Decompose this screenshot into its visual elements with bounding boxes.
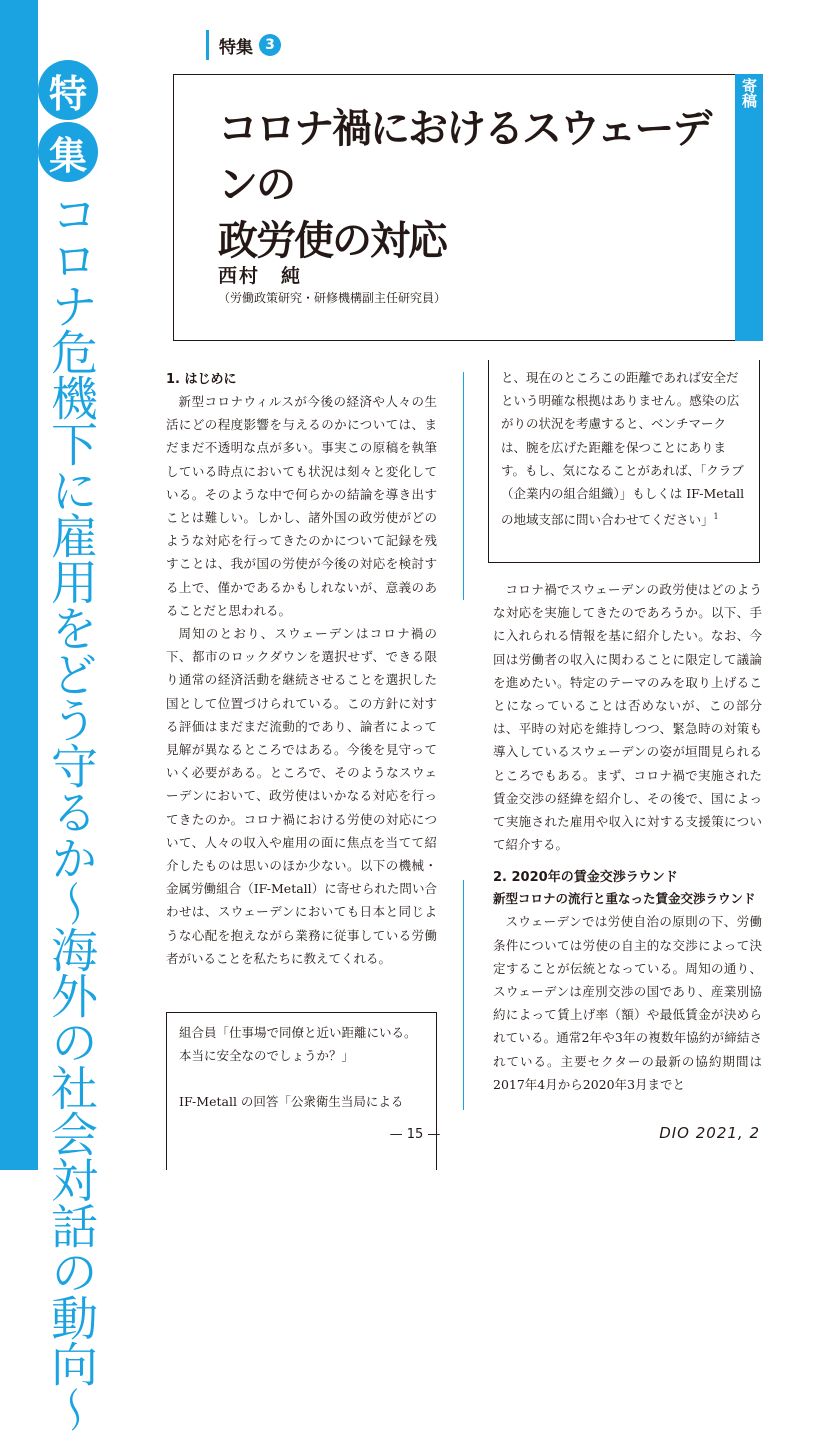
column-divider-top [463, 372, 464, 600]
issue-label: DIO 2021, 2 [659, 1124, 760, 1142]
page-number: — 15 — [389, 1127, 441, 1142]
body-paragraph-wage-bargaining: スウェーデンでは労使自治の原則の下、労働条件については労使の自主的な交渉によって決定することが伝統となっている。周知の通り、スウェーデンは産別交渉の国であり、産業別協約によって賃上げ率（額）や最低賃金が決められている。通常2年や3年の複数年協約が締結されている。主要セクターの最新の協約期間は2017年4月から2020年3月までと [493, 914, 762, 1092]
title-box [173, 74, 763, 341]
tokushu-char-1: 特 [48, 71, 87, 116]
contribution-label: 寄稿 [740, 78, 758, 108]
section-gap [493, 856, 762, 868]
intro-paragraph-2: 周知のとおり、スウェーデンはコロナ禍の下、都市のロックダウンを選択せず、できる限り通常の経済活動を継続させることを選択した国として位置づけられている。この方針に対する評価はまだまだ流動的であり、論者によって見解が異なるところではある。今後を見守っていく必要がある。ところで、そのようなスウェーデンにおいて、政労使はいかなる対応を行ってきたのか。コロナ禍における労使の対応について、人々の収入や雇用の面に焦点を当てて紹介したものは思いのほか少ない。以下の機械・金属労働組合（IF-Metall）に寄せられた問い合わせは、スウェーデンにおいても日本と同じような心配を抱えながら業務に従事している労働者がいることを私たちに教えてくれる。 [166, 626, 437, 966]
article-title [218, 101, 738, 269]
footnote-marker: 1 [713, 512, 719, 522]
article-title-line-1: コロナ禍におけるスウェーデンの [218, 105, 711, 208]
section-heading-1: 1. はじめに [166, 372, 237, 387]
quote-spacer [179, 1067, 424, 1090]
column-divider-bottom [463, 880, 464, 1110]
tokushu-char-2: 集 [48, 133, 87, 178]
series-title-vertical: コロナ危機下に雇用をどう守るか〜海外の社会対話の動向〜 [43, 190, 98, 1432]
intro-paragraph-1: 新型コロナウィルスが今後の経済や人々の生活にどの程度影響を与えるのかについては、まだまだ不透明な点が多い。事実この原稿を執筆している時点においても状況は刻々と変化している。そのような中で何らかの結論を導き出すことは難しい。しかし、諸外国の政労使がどのような対応を行ってきたのかについて記録を残すことは、我が国の労使が今後の対応を検討する上で、僅かであるかもしれないが、意義のあることだと思われる。 [166, 394, 437, 618]
quote-answer-text: と、現在のところこの距離であれば安全だという明確な根拠はありません。感染の広がりの状況を考慮すると、ベンチマークは、腕を広げた距離を保つことにあります。もし、気になることがあれば、「クラブ（企業内の組合組織）」もしくは IF-Metall の地域支部に問い合わせてください」 [501, 370, 745, 528]
quote-box-member-question [166, 1012, 437, 1170]
right-column [493, 578, 762, 1096]
contribution-tab [735, 74, 763, 341]
author-affiliation: （労働政策研究・研修機構副主任研究員） [218, 291, 447, 305]
quote-box-answer-continued [488, 360, 760, 563]
section-heading-2: 2. 2020年の賃金交渉ラウンド [493, 870, 678, 886]
side-band [0, 0, 38, 1170]
body-paragraph-overview: コロナ禍でスウェーデンの政労使はどのような対応を実施してきたのであろうか。以下、手に入れられる情報を基に紹介したい。なお、今回は労働者の収入に関わることに限定して議論を進めたい。特定のテーマのみを取り上げることになっていることは否めないが、この部分は、平時の対応を維持しつつ、緊急時の対策も導入しているスウェーデンの姿が垣間見られるところでもある。まず、コロナ禍で実施された賃金交渉の経緯を紹介し、その後で、国によって実施された雇用や収入に対する支援策について紹介する。 [493, 582, 762, 853]
quote-member-question: 組合員「仕事場で同僚と近い距離にいる。本当に安全なのでしょうか？」 [179, 1025, 417, 1064]
subsection-heading: 新型コロナの流行と重なった賃金交渉ラウンド [493, 891, 756, 907]
tokushu-circle-2 [38, 122, 98, 182]
feature-number-badge: 3 [259, 34, 281, 56]
author-name: 西村 純 [218, 265, 303, 287]
article-title-line-2: 政労使の対応 [218, 217, 446, 264]
feature-label [206, 30, 281, 60]
tokushu-circle-1 [38, 60, 98, 120]
left-column [166, 370, 437, 970]
feature-label-text: 特集 [219, 37, 253, 58]
quote-ifmetall-answer-start: IF-Metall の回答「公衆衛生当局による [179, 1094, 404, 1110]
